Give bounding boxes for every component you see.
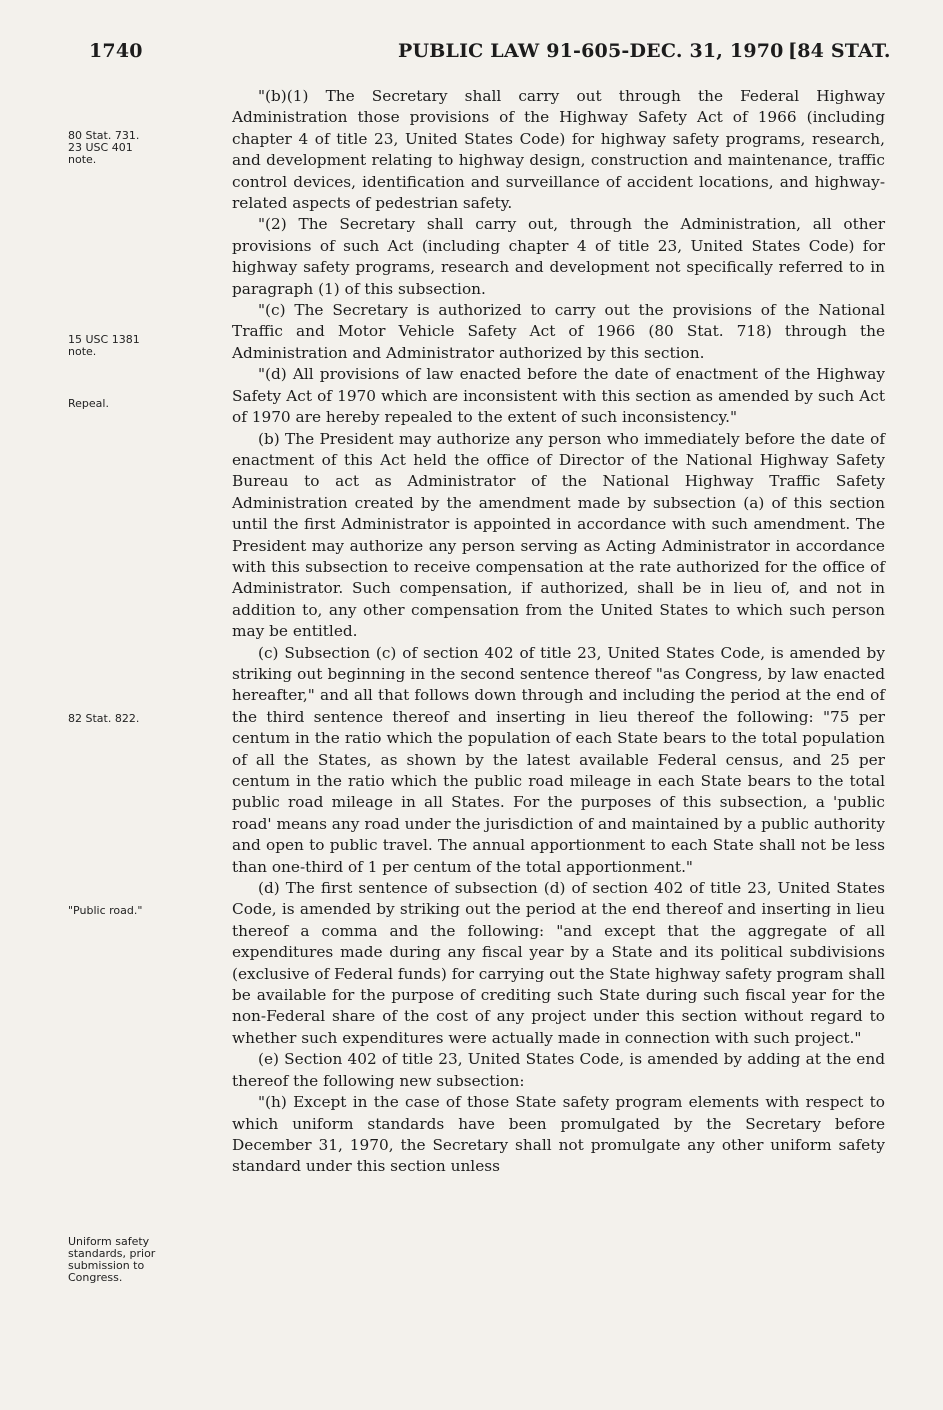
- paragraph-b-president: (b) The President may authorize any person who immediately before the date of enactment of this Act held the office of Director of the National Highway Safety Bureau to act as Administrator of the National Highway Traffic Safety Administration created by the amendment made by subsection (a) of this section until the first Administrator is appointed in accordance with such amendment. The President may authorize any person serving as Acting Administrator in accordance with this subsection to receive compensation at the rate authorized for the office of Administrator. Such compensation, if authorized, shall be in lieu of, and not in addition to, any other compensation from the United States to which such person may be entitled.: [232, 429, 885, 641]
- margin-note-15-usc-1381: 15 USC 1381 note.: [68, 333, 140, 358]
- paragraph-e-new-subsection: (e) Section 402 of title 23, United States Code, is amended by adding at the end thereof the following new subsection:: [232, 1050, 885, 1090]
- paragraph-d-inner: "(d) All provisions of law enacted before the date of enactment of the Highway Safety Act of 1970 which are inconsistent with this section as amended by such Act of 1970 are hereby repealed to the extent of such inconsistency.": [232, 365, 885, 427]
- running-head: PUBLIC LAW 91-605-DEC. 31, 1970: [398, 40, 784, 62]
- margin-note-80-stat-731: 80 Stat. 731. 23 USC 401 note.: [68, 129, 140, 166]
- paragraph-b2: "(2) The Secretary shall carry out, through the Administration, all other provisions of such Act (including chapter 4 of title 23, United States Code) for highway safety programs, research and development not specifically referred to in paragraph (1) of this subsection.: [232, 215, 885, 298]
- margin-note-public-road: "Public road.": [68, 904, 143, 917]
- margin-note-repeal: Repeal.: [68, 397, 109, 410]
- paragraph-d-expenditures: (d) The first sentence of subsection (d) of section 402 of title 23, United States Code, is amended by striking out the period at the end thereof and inserting in lieu thereof a comma and the following: "and except that the aggregate of all expenditures made during any fiscal year by a State and its political subdivisions (exclusive of Federal funds) for carrying out the State highway safety program shall be available for the purpose of crediting such State during such fiscal year for the non-Federal share of the cost of any project under this section without regard to whether such expenditures were actually made in connection with such project.": [232, 879, 885, 1047]
- page-number: 1740: [89, 40, 143, 62]
- paragraph-c-apportionment: (c) Subsection (c) of section 402 of title 23, United States Code, is amended by striking out beginning in the second sentence thereof "as Congress, by law enacted hereafter," and all that follows down through and including the period at the end of the third sentence thereof and inserting in lieu thereof the following: "75 per centum in the ratio which the population of each State bears to the total population of all the States, as shown by the latest available Federal census, and 25 per centum in the ratio which the public road mileage in each State bears to the total public road mileage in all States. For the purposes of this subsection, a 'public road' means any road under the jurisdiction of and maintained by a public authority and open to public travel. The annual apportionment to each State shall not be less than one-third of 1 per centum of the total apportionment.": [232, 643, 885, 876]
- paragraph-h-uniform-standards: "(h) Except in the case of those State safety program elements with respect to which uniform standards have been promulgated by the Secretary before December 31, 1970, the Secretary shall not promulgate any other uniform safety standard under this section unless: [232, 1093, 885, 1176]
- statute-body: [232, 86, 885, 1178]
- paragraph-c-inner: "(c) The Secretary is authorized to carry out the provisions of the National Traffic and Motor Vehicle Safety Act of 1966 (80 Stat. 718) through the Administration and Administrator authorized by this section.: [232, 301, 885, 362]
- margin-note-82-stat-822: 82 Stat. 822.: [68, 712, 140, 725]
- volume-reference: [84 STAT.: [788, 40, 891, 62]
- paragraph-b1: "(b)(1) The Secretary shall carry out through the Federal Highway Administration those provisions of the Highway Safety Act of 1966 (including chapter 4 of title 23, United States Code) for highway safety programs, research, and development relating to highway design, construction and maintenance, traffic control devices, identification and surveillance of accident locations, and highway-related aspects of pedestrian safety.: [232, 87, 885, 213]
- margin-note-uniform-safety-standards: Uniform safety standards, prior submission to Congress.: [68, 1235, 156, 1284]
